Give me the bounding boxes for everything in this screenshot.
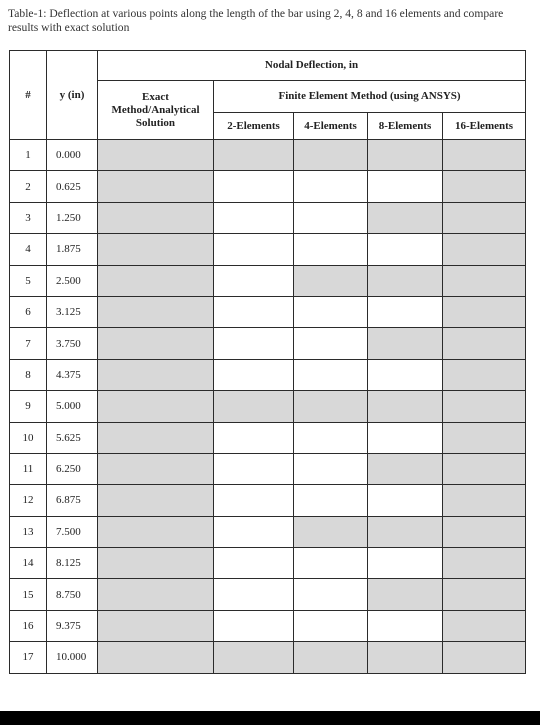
- cell-exact: [98, 485, 214, 516]
- table-row: [10, 171, 526, 202]
- table-row: [10, 391, 526, 422]
- cell-8-elements: [368, 328, 443, 359]
- cell-4-elements: [294, 548, 368, 579]
- cell-2-elements: [214, 265, 294, 296]
- cell-16-elements: [443, 296, 526, 327]
- cell-2-elements: [214, 140, 294, 171]
- table-caption: Table-1: Deflection at various points along the length of the bar using 2, 4, 8 and 16 elements and compare results with exact solution: [8, 7, 504, 34]
- row-y-value: 4.375: [47, 359, 98, 390]
- cell-8-elements: [368, 579, 443, 610]
- row-y-value: 8.125: [47, 548, 98, 579]
- table-row: [10, 202, 526, 233]
- cell-2-elements: [214, 579, 294, 610]
- row-index: 7: [10, 328, 47, 359]
- table-row: [10, 610, 526, 641]
- header-exact: [98, 81, 214, 140]
- cell-4-elements: [294, 422, 368, 453]
- cell-4-elements: [294, 328, 368, 359]
- header-16-elements: 16-Elements: [443, 113, 526, 140]
- cell-4-elements: [294, 516, 368, 547]
- row-y-value: 9.375: [47, 610, 98, 641]
- header-y: y (in): [47, 51, 98, 140]
- cell-2-elements: [214, 610, 294, 641]
- row-y-value: 2.500: [47, 265, 98, 296]
- cell-4-elements: [294, 234, 368, 265]
- row-index: 17: [10, 642, 47, 673]
- cell-8-elements: [368, 171, 443, 202]
- row-index: 4: [10, 234, 47, 265]
- cell-8-elements: [368, 234, 443, 265]
- cell-8-elements: [368, 485, 443, 516]
- cell-16-elements: [443, 579, 526, 610]
- cell-8-elements: [368, 140, 443, 171]
- cell-4-elements: [294, 642, 368, 673]
- cell-16-elements: [443, 453, 526, 484]
- row-y-value: 0.625: [47, 171, 98, 202]
- cell-exact: [98, 516, 214, 547]
- cell-8-elements: [368, 453, 443, 484]
- cell-16-elements: [443, 642, 526, 673]
- cell-2-elements: [214, 485, 294, 516]
- cell-4-elements: [294, 171, 368, 202]
- cell-8-elements: [368, 296, 443, 327]
- header-exact-line3: Solution: [135, 116, 176, 129]
- cell-2-elements: [214, 171, 294, 202]
- cell-exact: [98, 234, 214, 265]
- cell-exact: [98, 202, 214, 233]
- cell-16-elements: [443, 516, 526, 547]
- cell-2-elements: [214, 202, 294, 233]
- row-index: 2: [10, 171, 47, 202]
- row-index: 1: [10, 140, 47, 171]
- table-row: [10, 453, 526, 484]
- cell-4-elements: [294, 202, 368, 233]
- header-4-elements: 4-Elements: [294, 113, 368, 140]
- cell-2-elements: [214, 328, 294, 359]
- row-y-value: 0.000: [47, 140, 98, 171]
- row-index: 8: [10, 359, 47, 390]
- table-row: [10, 642, 526, 673]
- cell-exact: [98, 296, 214, 327]
- header-nodal-deflection: Nodal Deflection, in: [98, 51, 526, 81]
- cell-4-elements: [294, 265, 368, 296]
- cell-2-elements: [214, 453, 294, 484]
- table-row: [10, 328, 526, 359]
- row-y-value: 7.500: [47, 516, 98, 547]
- table-row: [10, 359, 526, 390]
- row-y-value: 1.875: [47, 234, 98, 265]
- header-exact-line1: Exact: [142, 90, 169, 103]
- cell-4-elements: [294, 296, 368, 327]
- cell-8-elements: [368, 610, 443, 641]
- cell-2-elements: [214, 359, 294, 390]
- header-8-elements: 8-Elements: [368, 113, 443, 140]
- header-index: #: [10, 51, 47, 140]
- cell-8-elements: [368, 422, 443, 453]
- cell-exact: [98, 265, 214, 296]
- row-y-value: 5.000: [47, 391, 98, 422]
- bottom-bar: [0, 711, 540, 725]
- header-2-elements: 2-Elements: [214, 113, 294, 140]
- row-index: 3: [10, 202, 47, 233]
- table-row: [10, 548, 526, 579]
- row-index: 6: [10, 296, 47, 327]
- row-index: 11: [10, 453, 47, 484]
- row-index: 10: [10, 422, 47, 453]
- row-index: 13: [10, 516, 47, 547]
- cell-exact: [98, 453, 214, 484]
- cell-16-elements: [443, 422, 526, 453]
- row-y-value: 3.125: [47, 296, 98, 327]
- cell-16-elements: [443, 548, 526, 579]
- cell-16-elements: [443, 359, 526, 390]
- row-y-value: 5.625: [47, 422, 98, 453]
- cell-exact: [98, 642, 214, 673]
- cell-8-elements: [368, 642, 443, 673]
- cell-2-elements: [214, 548, 294, 579]
- table-row: [10, 265, 526, 296]
- table-row: [10, 422, 526, 453]
- table-row: [10, 140, 526, 171]
- row-index: 5: [10, 265, 47, 296]
- row-y-value: 6.875: [47, 485, 98, 516]
- row-index: 15: [10, 579, 47, 610]
- cell-exact: [98, 610, 214, 641]
- cell-exact: [98, 171, 214, 202]
- cell-8-elements: [368, 202, 443, 233]
- cell-exact: [98, 548, 214, 579]
- cell-8-elements: [368, 516, 443, 547]
- table-row: [10, 516, 526, 547]
- row-y-value: 1.250: [47, 202, 98, 233]
- row-index: 12: [10, 485, 47, 516]
- row-y-value: 8.750: [47, 579, 98, 610]
- header-fem: Finite Element Method (using ANSYS): [214, 81, 526, 113]
- cell-16-elements: [443, 171, 526, 202]
- table-row: [10, 234, 526, 265]
- cell-8-elements: [368, 548, 443, 579]
- cell-exact: [98, 579, 214, 610]
- row-y-value: 3.750: [47, 328, 98, 359]
- cell-2-elements: [214, 642, 294, 673]
- cell-exact: [98, 391, 214, 422]
- cell-16-elements: [443, 140, 526, 171]
- cell-2-elements: [214, 296, 294, 327]
- deflection-table: [9, 50, 526, 674]
- cell-2-elements: [214, 516, 294, 547]
- cell-16-elements: [443, 485, 526, 516]
- cell-8-elements: [368, 265, 443, 296]
- row-y-value: 6.250: [47, 453, 98, 484]
- table-row: [10, 296, 526, 327]
- cell-4-elements: [294, 359, 368, 390]
- cell-4-elements: [294, 391, 368, 422]
- row-index: 16: [10, 610, 47, 641]
- cell-2-elements: [214, 422, 294, 453]
- cell-exact: [98, 140, 214, 171]
- row-index: 9: [10, 391, 47, 422]
- cell-2-elements: [214, 234, 294, 265]
- cell-4-elements: [294, 610, 368, 641]
- row-index: 14: [10, 548, 47, 579]
- cell-16-elements: [443, 391, 526, 422]
- cell-16-elements: [443, 234, 526, 265]
- cell-8-elements: [368, 391, 443, 422]
- cell-4-elements: [294, 140, 368, 171]
- cell-16-elements: [443, 610, 526, 641]
- cell-8-elements: [368, 359, 443, 390]
- cell-exact: [98, 328, 214, 359]
- cell-exact: [98, 422, 214, 453]
- cell-4-elements: [294, 579, 368, 610]
- row-y-value: 10.000: [47, 642, 98, 673]
- cell-2-elements: [214, 391, 294, 422]
- cell-16-elements: [443, 328, 526, 359]
- cell-4-elements: [294, 453, 368, 484]
- cell-4-elements: [294, 485, 368, 516]
- table-row: [10, 579, 526, 610]
- header-exact-line2: Method/Analytical: [111, 103, 200, 116]
- cell-16-elements: [443, 265, 526, 296]
- cell-16-elements: [443, 202, 526, 233]
- cell-exact: [98, 359, 214, 390]
- table-row: [10, 485, 526, 516]
